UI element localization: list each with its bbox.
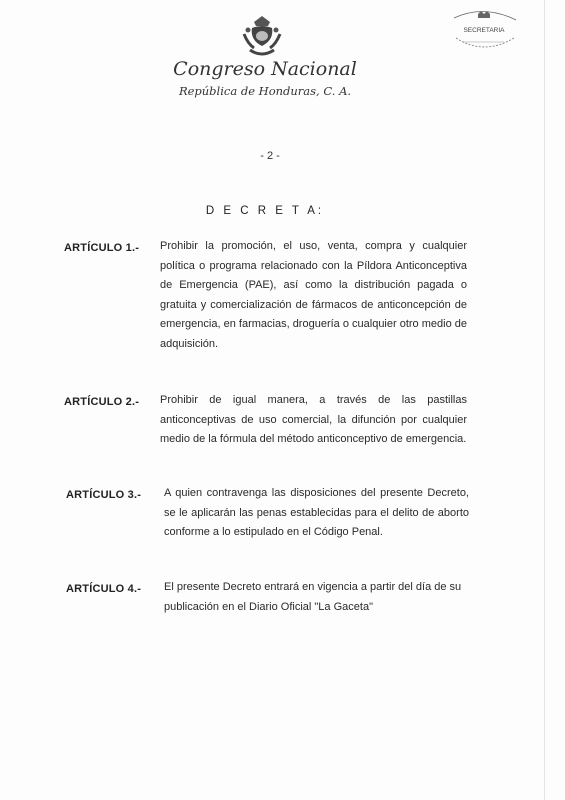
article-3-text: A quien contravenga las disposiciones del presente Decreto, se le aplicarán las penas establecidas para el delito de aborto conforme a lo estipulado en el Código Penal. — [164, 487, 469, 538]
stamp-text: SECRETARIA — [463, 27, 505, 34]
congress-subtitle: República de Honduras, C. A. — [178, 84, 352, 98]
scan-edge-line — [544, 0, 545, 800]
article-2-text: Prohibir de igual manera, a través de las pastillas anticonceptivas de uso comercial, la difunción por cualquier medio de la fórmula del método anticonceptivo de emergencia. — [160, 394, 467, 445]
coat-of-arms-emblem — [238, 14, 286, 60]
article-4-label: ARTÍCULO 4.- — [66, 583, 142, 595]
decree-heading: D E C R E T A: — [205, 205, 325, 217]
page-number: - 2 - — [260, 150, 280, 162]
article-3-label: ARTÍCULO 3.- — [66, 489, 142, 501]
article-1-label: ARTÍCULO 1.- — [64, 242, 140, 254]
article-4-text: El presente Decreto entrará en vigencia a partir del día de su publicación en el Diario Oficial "La Gaceta" — [164, 581, 462, 613]
article-2-label: ARTÍCULO 2.- — [64, 396, 140, 408]
article-1-text: Prohibir la promoción, el uso, venta, compra y cualquier política o programa relacionado con la Píldora Anticonceptiva de Emergencia (PAE), así como la distribución pagada o gratuita y comercialización de fármacos de anticoncepción de emergencia, en farmacias, droguería o cualquier otro medio de adquisición. — [160, 240, 467, 350]
secretaria-stamp — [450, 8, 518, 54]
congress-title: Congreso Nacional — [173, 58, 357, 80]
